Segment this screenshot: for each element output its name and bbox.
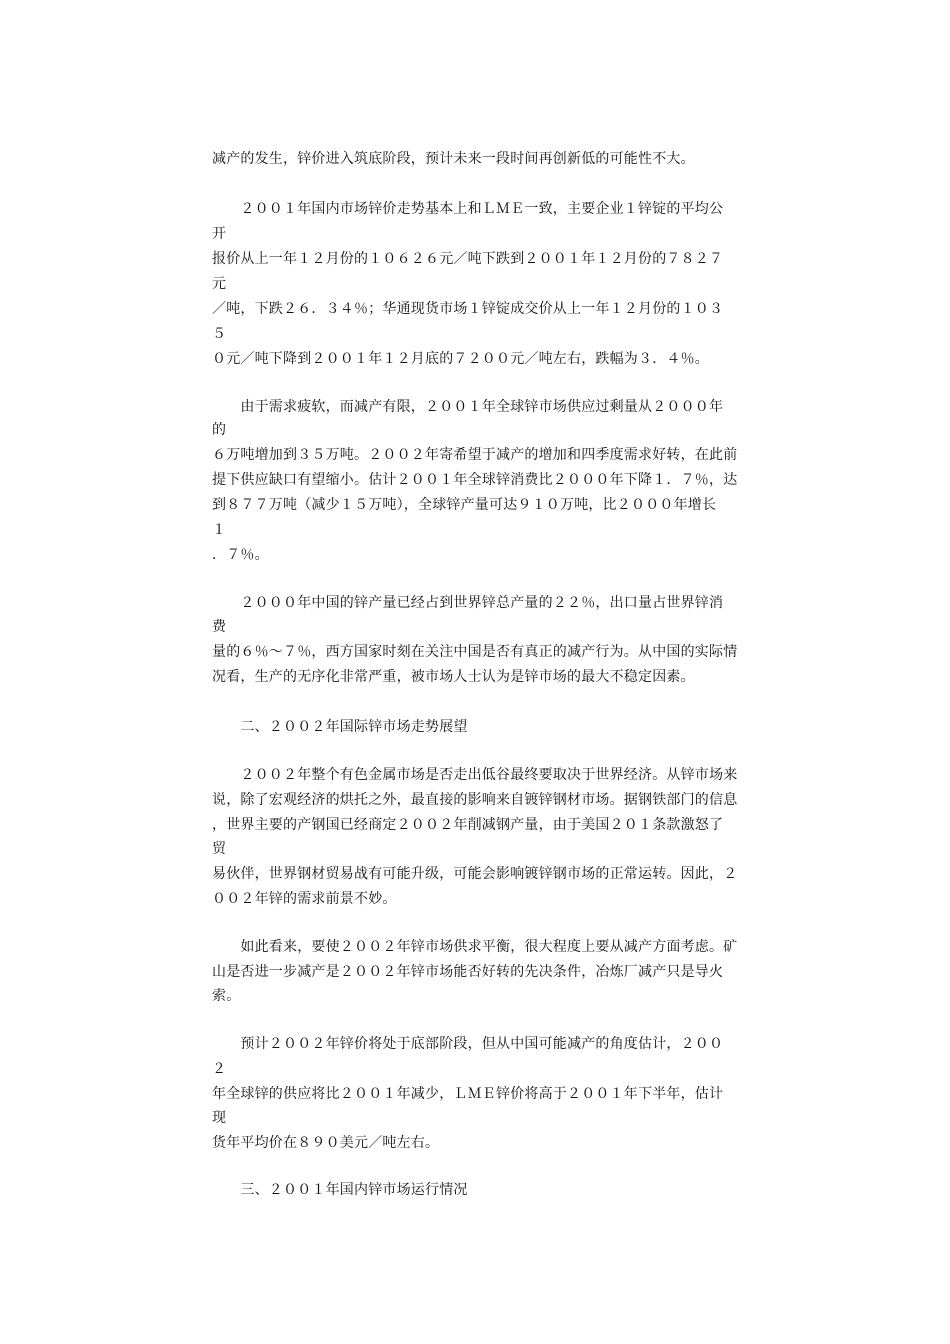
text-line: 的 bbox=[212, 422, 227, 438]
text-line: ２００１年国内市场锌价走势基本上和ＬＭＥ一致，主要企业１锌锭的平均公 bbox=[212, 201, 724, 217]
text-line: 货年平均价在８９０美元／吨左右。 bbox=[212, 1135, 440, 1151]
text-line: 山是否进一步减产是２００２年锌市场能否好转的先决条件，冶炼厂减产只是导火 bbox=[212, 964, 724, 980]
text-line: 贸 bbox=[212, 841, 227, 857]
text-line: ５ bbox=[212, 326, 227, 342]
text-line: 说，除了宏观经济的烘托之外，最直接的影响来自镀锌钢材市场。据钢铁部门的信息 bbox=[212, 792, 738, 808]
text-line: ００２年锌的需求前景不妙。 bbox=[212, 891, 397, 907]
text-line: 现 bbox=[212, 1110, 227, 1126]
text-line: ／吨，下跌２６．３４％；华通现货市场１锌锭成交价从上一年１２月份的１０３ bbox=[212, 301, 724, 317]
text-line: ２０００年中国的锌产量已经占到世界锌总产量的２２％，出口量占世界锌消 bbox=[212, 595, 724, 611]
section-heading: 二、２００２年国际锌市场走势展望 bbox=[212, 719, 468, 735]
text-line: 预计２００２年锌价将处于底部阶段，但从中国可能减产的角度估计，２００ bbox=[212, 1036, 724, 1052]
text-line: １ bbox=[212, 522, 227, 538]
text-line: ０元／吨下降到２００１年１２月底的７２００元／吨左右，跌幅为３．４％。 bbox=[212, 351, 709, 367]
text-line: 索。 bbox=[212, 988, 241, 1004]
text-line: 费 bbox=[212, 619, 227, 635]
text-line: 如此看来，要使２００２年锌市场供求平衡，很大程度上要从减产方面考虑。矿 bbox=[212, 939, 738, 955]
text-line: 元 bbox=[212, 276, 227, 292]
text-line: 量的６％～７％，西方国家时刻在关注中国是否有真正的减产行为。从中国的实际情 bbox=[212, 644, 738, 660]
text-line: ２００２年整个有色金属市场是否走出低谷最终要取决于世界经济。从锌市场来 bbox=[212, 767, 738, 783]
text-line: 况看，生产的无序化非常严重，被市场人士认为是锌市场的最大不稳定因素。 bbox=[212, 669, 695, 685]
text-line: 年全球锌的供应将比２００１年减少，ＬＭＥ锌价将高于２００１年下半年，估计 bbox=[212, 1086, 724, 1102]
section-heading: 三、２００１年国内锌市场运行情况 bbox=[212, 1182, 468, 1198]
text-line: 提下供应缺口有望缩小。估计２００１年全球锌消费比２０００年下降１．７％，达 bbox=[212, 472, 738, 488]
text-line: 到８７７万吨（减少１５万吨），全球锌产量可达９１０万吨，比２０００年增长 bbox=[212, 497, 717, 513]
text-line: ，世界主要的产钢国已经商定２００２年削减钢产量，由于美国２０１条款激怒了 bbox=[212, 817, 724, 833]
text-line: ．７％。 bbox=[212, 547, 269, 563]
text-line: ２ bbox=[212, 1061, 227, 1077]
text-line: ６万吨增加到３５万吨。２００２年寄希望于减产的增加和四季度需求好转，在此前 bbox=[212, 447, 738, 463]
text-line: 减产的发生，锌价进入筑底阶段，预计未来一段时间再创新低的可能性不大。 bbox=[212, 151, 695, 167]
text-line: 易伙伴，世界钢材贸易战有可能升级，可能会影响镀锌钢市场的正常运转。因此，２ bbox=[212, 866, 738, 882]
text-line: 报价从上一年１２月份的１０６２６元／吨下跌到２００１年１２月份的７８２７ bbox=[212, 251, 724, 267]
text-line: 开 bbox=[212, 226, 227, 242]
text-line: 由于需求疲软，而减产有限，２００１年全球锌市场供应过剩量从２０００年 bbox=[212, 399, 724, 415]
